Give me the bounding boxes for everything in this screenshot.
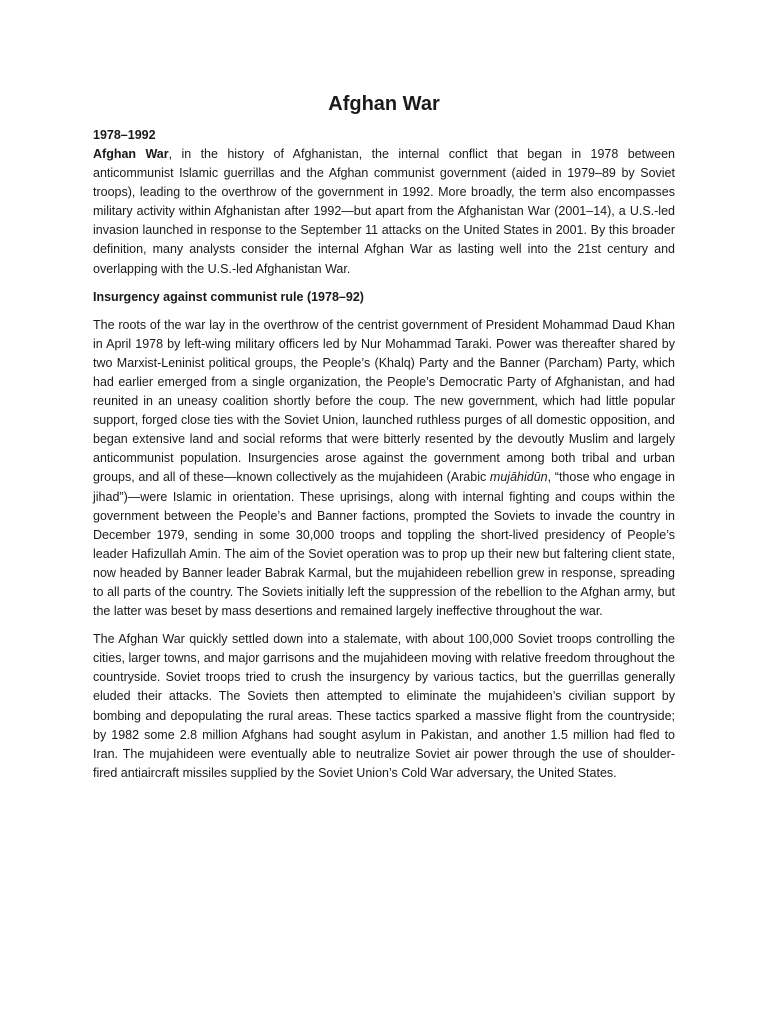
document-title: Afghan War <box>328 93 440 115</box>
document-page <box>93 90 675 792</box>
date-range: 1978–1992 <box>93 128 156 142</box>
intro-paragraph <box>93 145 675 279</box>
section-heading: Insurgency against communist rule (1978–92) <box>93 289 364 304</box>
body-paragraph-1 <box>93 316 675 622</box>
paragraph-1-part-2: , “those who engage in jihad”)—were Islamic in orientation. These uprisings, along with internal fighting and coups within the government between the People’s and Banner factions, prompted the Soviets to invade the country in December 1979, sending in some 30,000 troops and toppling the short-lived presidency of People’s leader Hafizullah Amin. The aim of the Soviet operation was to prop up their new but faltering client state, now headed by Banner leader Babrak Karmal, but the mujahideen rebellion grew in response, spreading to all parts of the country. The Soviets initially left the suppression of the rebellion to the Afghan army, but the latter was beset by mass desertions and remained largely ineffective throughout the war. <box>93 470 675 619</box>
intro-text: , in the history of Afghanistan, the internal conflict that began in 1978 between anticommunist Islamic guerrillas and the Afghan communist government (aided in 1979–89 by Soviet troops), leading to the overthrow of the government in 1992. More broadly, the term also encompasses military activity within Afghanistan after 1992—but apart from the Afghanistan War (2001–14), a U.S.-led invasion launched in response to the September 11 attacks on the United States in 2001. By this broader definition, many analysts consider the internal Afghan War as lasting well into the 21st century and overlapping with the U.S.-led Afghanistan War. <box>93 147 675 276</box>
lead-term: Afghan War <box>93 147 169 161</box>
arabic-term: mujāhidūn <box>489 470 548 485</box>
paragraph-1-part-1: The roots of the war lay in the overthrow of the centrist government of President Mohammad Daud Khan in April 1978 by left-wing military officers led by Nur Mohammad Taraki. Power was thereafter shared by two Marxist-Leninist political groups, the People’s (Khalq) Party and the Banner (Parcham) Party, which had earlier emerged from a single organization, the People’s Democratic Party of Afghanistan, and had reunited in an uneasy coalition shortly before the coup. The new government, which had little popular support, forged close ties with the Soviet Union, launched ruthless purges of all domestic opposition, and began extensive land and social reforms that were bitterly resented by the devoutly Muslim and largely anticommunist population. Insurgencies arose against the government among both tribal and urban groups, and all of these—known collectively as the mujahideen (Arabic <box>93 317 675 485</box>
body-paragraph-2: The Afghan War quickly settled down into a stalemate, with about 100,000 Soviet troops controlling the cities, larger towns, and major garrisons and the mujahideen moving with relative freedom throughout the countryside. Soviet troops tried to crush the insurgency by various tactics, but the guerrillas generally eluded their attacks. The Soviets then attempted to eliminate the mujahideen’s civilian support by bombing and depopulating the rural areas. These tactics sparked a massive flight from the countryside; by 1982 some 2.8 million Afghans had sought asylum in Pakistan, and another 1.5 million had fled to Iran. The mujahideen were eventually able to neutralize Soviet air power through the use of shoulder-fired antiaircraft missiles supplied by the Soviet Union’s Cold War adversary, the United States. <box>93 632 675 780</box>
